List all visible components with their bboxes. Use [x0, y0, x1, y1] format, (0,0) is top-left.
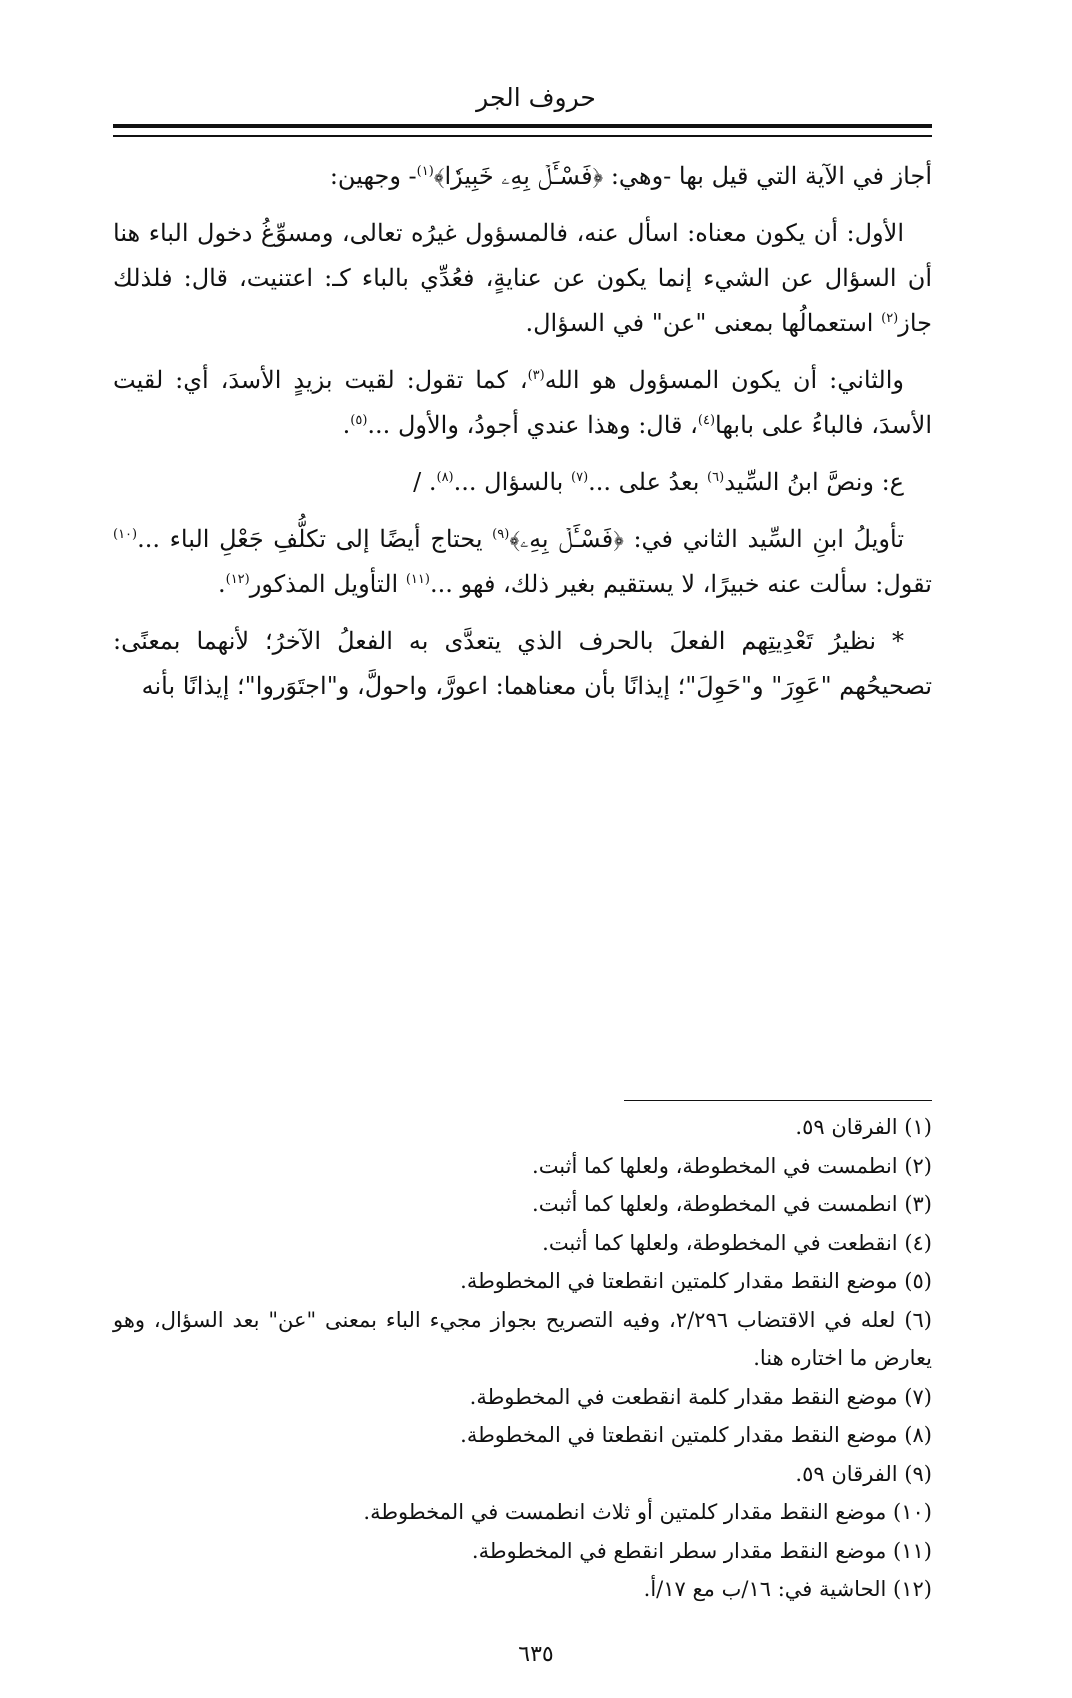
footnote-marker: (٦)	[707, 469, 725, 485]
footnote-marker: (٧)	[571, 469, 589, 485]
paragraph-text: ، كما تقول: لقيت بزيدٍ الأسدَ، أي: لقيت الأسدَ، فالباءُ على بابها	[113, 366, 932, 439]
footnotes-section	[113, 1108, 932, 1609]
paragraph-text: تقول: سألت عنه خبيرًا، لا يستقيم بغير ذلك، فهو ...	[429, 570, 932, 598]
paragraph	[113, 517, 932, 607]
paragraph	[113, 358, 932, 448]
paragraph-text: * نظيرُ تَعْدِيتِهم الفعلَ بالحرف الذي يتعدَّى به الفعلُ الآخرُ؛ لأنهما بمعنًى: تصحيحُهم "عَوِرَ" و"حَوِلَ"؛ إيذانًا بأن معناهما: اعورَّ، واحولَّ، و"اجتَوَروا"؛ إيذانًا بأنه	[113, 627, 932, 700]
footnote-marker: (٢)	[881, 310, 899, 326]
footnote-item: (٢) انطمست في المخطوطة، ولعلها كما أثبت.	[532, 1153, 932, 1178]
paragraph-text: والثاني: أن يكون المسؤول هو الله	[544, 366, 905, 394]
footnote-item: (٥) موضع النقط مقدار كلمتين انقطعتا في المخطوطة.	[460, 1269, 932, 1293]
footnote-item: (١) الفرقان ٥٩.	[795, 1115, 932, 1139]
running-header: حروف الجر	[476, 83, 596, 112]
footnote-item: (١٠) موضع النقط مقدار كلمتين أو ثلاث انطمست في المخطوطة.	[363, 1500, 932, 1524]
page-number: ٦٣٥	[518, 1642, 554, 1667]
paragraph-text: يحتاج أيضًا إلى تكلُّفِ جَعْلِ الباء ...	[137, 525, 493, 553]
paragraph-text: .	[217, 570, 226, 598]
header-rule-thick	[113, 124, 932, 128]
main-text	[113, 154, 932, 721]
paragraph	[113, 460, 932, 505]
footnote-marker: (١١)	[405, 571, 430, 587]
footnote-marker: (٣)	[527, 367, 545, 383]
footnote-separator	[624, 1100, 932, 1101]
paragraph	[113, 154, 932, 199]
paragraph-text: تأويلُ ابنِ السِّيد الثاني في: ﴿فَسْـَٔلۡ بِهِۦ﴾	[509, 525, 904, 553]
paragraph-text: التأويل المذكور	[249, 570, 406, 598]
paragraph-text: بعدُ على ...	[588, 468, 708, 496]
footnote-item: (٣) انطمست في المخطوطة، ولعلها كما أثبت.	[532, 1192, 932, 1216]
footnote-marker: (٥)	[350, 412, 368, 428]
footnote-item: (١١) موضع النقط مقدار سطر انقطع في المخطوطة.	[471, 1538, 932, 1563]
header-rule-thin	[113, 135, 932, 137]
paragraph-text: ع: ونصَّ ابنُ السِّيد	[724, 468, 904, 496]
paragraph-text: بالسؤال ...	[453, 468, 571, 496]
footnote-item: (٤) انقطعت في المخطوطة، ولعلها كما أثبت.	[542, 1230, 932, 1255]
paragraph-text: ، قال: وهذا عندي أجودُ، والأول ...	[367, 411, 698, 439]
paragraph	[113, 619, 932, 709]
footnote-item: (٦) لعله في الاقتضاب ٢/٢٩٦، وفيه التصريح بجواز مجيء الباء بمعنى "عن" بعد السؤال، وهو يعارض ما اختاره هنا.	[113, 1307, 932, 1370]
footnote-marker: (١٢)	[225, 571, 250, 587]
footnote-marker: (٩)	[492, 526, 510, 542]
footnote-item: (٨) موضع النقط مقدار كلمتين انقطعتا في المخطوطة.	[460, 1423, 932, 1447]
footnote-item: (٧) موضع النقط مقدار كلمة انقطعت في المخطوطة.	[469, 1384, 932, 1409]
paragraph-text: الأول: أن يكون معناه: اسأل عنه، فالمسؤول غيرُه تعالى، ومسوِّغُ دخول الباء هنا أن السؤال عن الشيء إنما يكون عن عنايةٍ، فعُدِّي بالباء كـ: اعتنيت، قال: فلذلك جاز	[113, 219, 932, 337]
paragraph-text: - وجهين:	[329, 162, 417, 190]
footnote-marker: (١٠)	[113, 526, 138, 542]
footnote-item: (١٢) الحاشية في: ١٦/ب مع ١٧/أ.	[643, 1577, 932, 1601]
paragraph-text: استعمالُها بمعنى "عن" في السؤال.	[525, 309, 882, 337]
paragraph-text: .	[342, 411, 351, 439]
footnote-marker: (١)	[416, 163, 434, 179]
paragraph-text: أجاز في الآية التي قيل بها -وهي: ﴿فَسْـَٔلۡ بِهِۦ خَبِيرٗا﴾	[433, 162, 932, 190]
footnote-item: (٩) الفرقان ٥٩.	[795, 1461, 932, 1486]
footnote-marker: (٨)	[436, 469, 454, 485]
paragraph	[113, 211, 932, 346]
footnote-marker: (٤)	[697, 412, 716, 428]
paragraph-text: . /	[413, 468, 437, 496]
